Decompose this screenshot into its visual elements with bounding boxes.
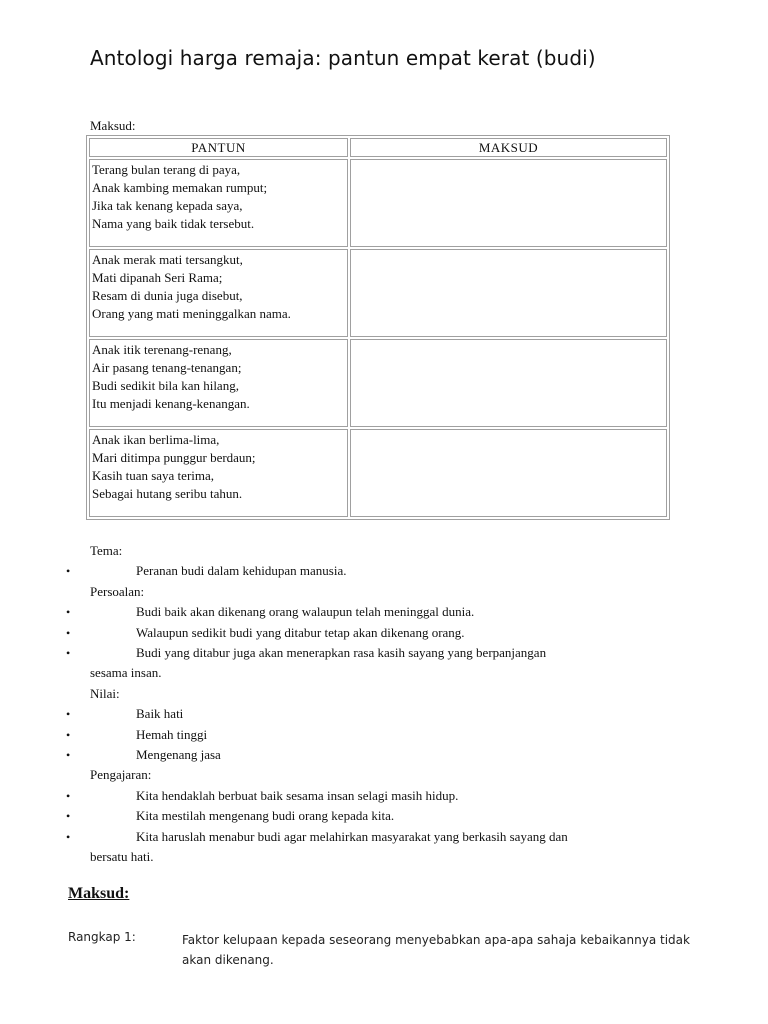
list-item-continuation: sesama insan. — [90, 665, 162, 681]
pantun-line: Anak merak mati tersangkut, — [92, 252, 243, 267]
list-item — [0, 806, 768, 826]
list-item — [0, 786, 768, 806]
list-item-text: Budi yang ditabur juga akan menerapkan rasa kasih sayang yang berpanjangan — [136, 645, 547, 661]
maksud-cell — [350, 159, 667, 247]
pantun-line: Mari ditimpa punggur berdaun; — [92, 450, 256, 465]
list-item-text: Kita haruslah menabur budi agar melahirkan masyarakat yang berkasih sayang dan — [136, 828, 568, 844]
bullet-icon: • — [66, 809, 71, 824]
list-item — [0, 725, 768, 745]
list-item-text: Baik hati — [136, 706, 184, 722]
pantun-cell — [89, 429, 348, 517]
pantun-line: Anak itik terenang-renang, — [92, 342, 232, 357]
table-row — [89, 429, 667, 517]
list-item — [0, 602, 768, 622]
analysis-notes — [0, 541, 768, 868]
pantun-line: Nama yang baik tidak tersebut. — [92, 216, 255, 231]
table-row — [89, 339, 667, 427]
list-item-text: Hemah tinggi — [136, 726, 208, 742]
list-item-continuation: bersatu hati. — [90, 849, 154, 865]
maksud-cell — [350, 249, 667, 337]
section-heading-tema: Tema: — [90, 543, 123, 558]
list-item — [0, 827, 768, 868]
list-item-text: Walaupun sedikit budi yang ditabur tetap akan dikenang orang. — [136, 624, 465, 640]
rangkap-text — [182, 930, 702, 970]
bullet-icon: • — [66, 788, 71, 803]
list-item-text: Kita mestilah mengenang budi orang kepada kita. — [136, 808, 395, 824]
list-item — [0, 745, 768, 765]
section-heading-nilai: Nilai: — [90, 685, 120, 701]
rangkap-line: Faktor kelupaan kepada seseorang menyebabkan apa-apa sahaja kebaikannya tidak — [182, 933, 690, 947]
pantun-cell — [89, 159, 348, 247]
maksud-cell — [350, 429, 667, 517]
pantun-cell — [89, 249, 348, 337]
section-heading-pengajaran: Pengajaran: — [90, 767, 152, 783]
pantun-line: Mati dipanah Seri Rama; — [92, 270, 223, 285]
bullet-icon: • — [66, 564, 71, 579]
pantun-table — [86, 135, 670, 520]
maksud-label: Maksud: — [90, 118, 136, 133]
maksud-heading: Maksud: — [68, 885, 130, 902]
pantun-line: Budi sedikit bila kan hilang, — [92, 378, 239, 393]
bullet-icon: • — [66, 605, 71, 620]
header-maksud: MAKSUD — [350, 138, 667, 157]
list-item — [0, 561, 768, 581]
rangkap-label: Rangkap 1: — [68, 930, 136, 944]
pantun-line: Jika tak kenang kepada saya, — [92, 198, 243, 213]
list-item-text: Peranan budi dalam kehidupan manusia. — [136, 563, 347, 579]
maksud-cell — [350, 339, 667, 427]
bullet-icon: • — [66, 727, 71, 742]
list-item-text: Budi baik akan dikenang orang walaupun telah meninggal dunia. — [136, 604, 475, 620]
bullet-icon: • — [66, 625, 71, 640]
pantun-line: Orang yang mati meninggalkan nama. — [92, 306, 291, 321]
bullet-icon: • — [66, 829, 71, 844]
bullet-icon: • — [66, 748, 71, 763]
bullet-icon: • — [66, 646, 71, 661]
bullet-icon: • — [66, 707, 71, 722]
list-item-text: Mengenang jasa — [136, 747, 221, 763]
pantun-line: Resam di dunia juga disebut, — [92, 288, 243, 303]
pantun-line: Terang bulan terang di paya, — [92, 162, 241, 177]
list-item — [0, 704, 768, 724]
pantun-line: Anak kambing memakan rumput; — [92, 180, 268, 195]
pantun-line: Itu menjadi kenang-kenangan. — [92, 396, 250, 411]
pantun-line: Air pasang tenang-tenangan; — [92, 360, 242, 375]
pantun-cell — [89, 339, 348, 427]
header-pantun: PANTUN — [89, 138, 348, 157]
table-row — [89, 159, 667, 247]
table-row — [89, 249, 667, 337]
pantun-line: Kasih tuan saya terima, — [92, 468, 215, 483]
section-heading-persoalan: Persoalan: — [90, 583, 145, 599]
list-item-text: Kita hendaklah berbuat baik sesama insan selagi masih hidup. — [136, 787, 459, 803]
page-title: Antologi harga remaja: pantun empat kerat (budi) — [90, 46, 596, 70]
list-item — [0, 643, 768, 684]
list-item — [0, 623, 768, 643]
pantun-line: Sebagai hutang seribu tahun. — [92, 486, 243, 501]
rangkap-line: akan dikenang. — [182, 953, 274, 967]
pantun-line: Anak ikan berlima-lima, — [92, 432, 220, 447]
